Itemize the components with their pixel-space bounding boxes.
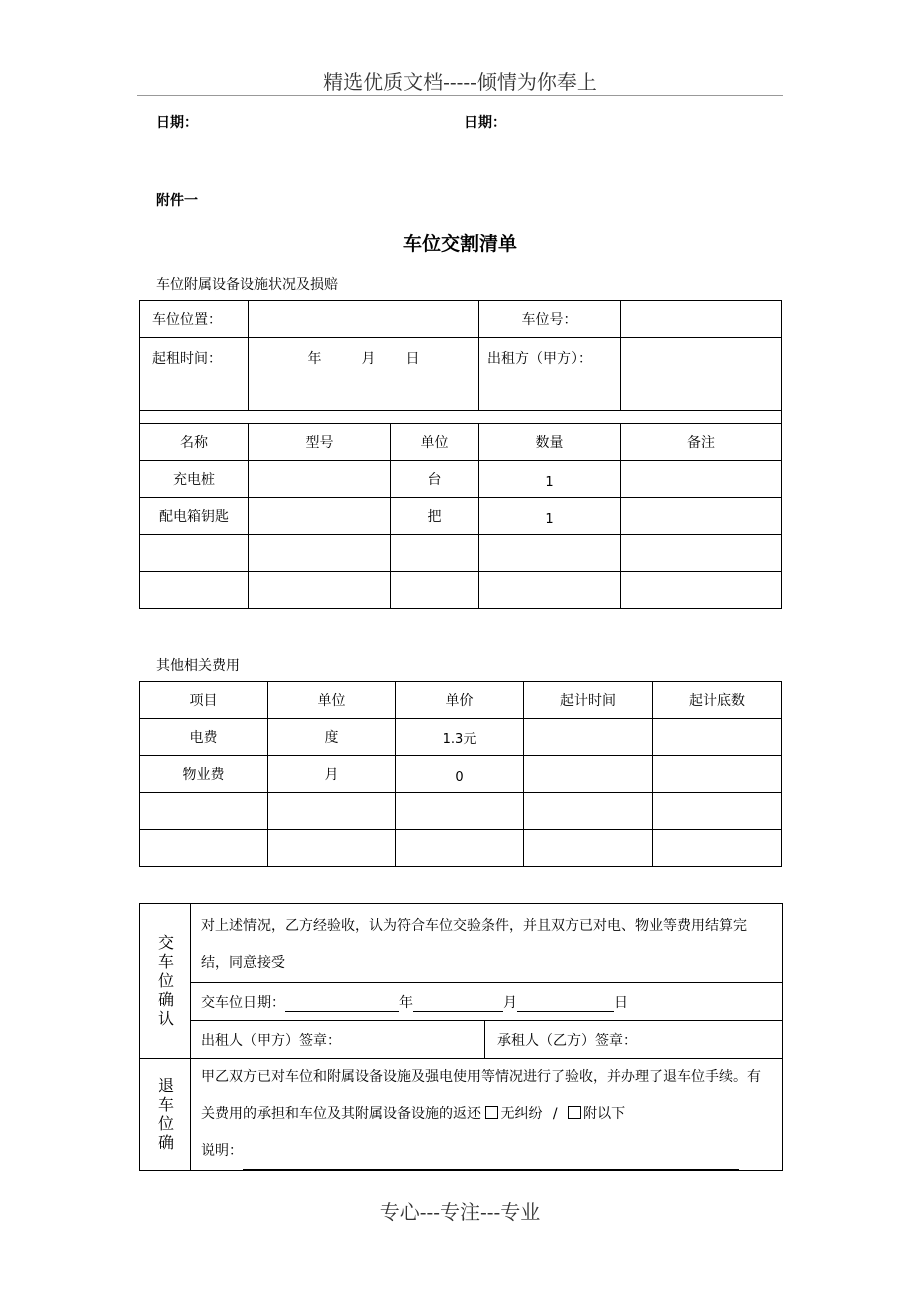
fee-item: 电费: [140, 719, 268, 756]
handover-year: 年: [399, 994, 413, 1011]
cell-model: [249, 498, 391, 535]
handover-side-label: 交车位确认: [155, 933, 175, 1029]
fee-price: [396, 793, 524, 830]
equipment-caption: 车位附属设备设施状况及损赔: [156, 277, 338, 293]
option-no-dispute: 无纠纷: [500, 1106, 543, 1122]
lessor-signature: 出租人（甲方）签章：: [191, 1021, 485, 1059]
fee-header-start-reading: 起计底数: [653, 682, 782, 719]
header-divider: [137, 95, 783, 96]
location-label: 车位位置：: [140, 301, 249, 338]
table-row: [140, 461, 782, 498]
cell-name: 配电箱钥匙: [140, 498, 249, 535]
cell-quantity: [479, 572, 621, 609]
handover-text: 对上述情况，乙方经验收，认为符合车位交验条件，并且双方已对电、物业等费用结算完结，同意接受: [191, 904, 783, 983]
table-row: [140, 719, 782, 756]
fee-start-time: [524, 756, 653, 793]
date-label-left: 日期：: [156, 115, 198, 131]
fee-unit: [268, 793, 396, 830]
handover-date-row: [191, 983, 783, 1021]
lessee-signature: 承租人（乙方）签章：: [485, 1021, 783, 1059]
return-text: 甲乙双方已对车位和附属设备设施及强电使用等情况进行了验收，并办理了退车位手续。有关费用的承担和车位及其附属设备设施的返还: [201, 1069, 761, 1122]
header-model: 型号: [249, 424, 391, 461]
fee-unit: 度: [268, 719, 396, 756]
note-label: 说明：: [201, 1143, 243, 1159]
lessor-value: [621, 338, 782, 411]
table-row: [140, 793, 782, 830]
fee-price: [396, 756, 524, 793]
fee-start-time: [524, 719, 653, 756]
fee-item: [140, 793, 268, 830]
handover-date-label: 交车位日期：: [201, 994, 285, 1011]
cell-model: [249, 535, 391, 572]
start-day: 日: [405, 351, 420, 367]
fee-item: 物业费: [140, 756, 268, 793]
cell-model: [249, 461, 391, 498]
fee-header-item: 项目: [140, 682, 268, 719]
table-row: [140, 572, 782, 609]
fee-price: [396, 719, 524, 756]
cell-remarks: [621, 498, 782, 535]
table-row: [140, 535, 782, 572]
cell-name: [140, 535, 249, 572]
option-separator: /: [552, 1106, 558, 1122]
fees-table: [139, 681, 782, 867]
fee-unit: 月: [268, 756, 396, 793]
quantity-value: 1: [545, 512, 554, 527]
spacer-row: [140, 411, 782, 424]
handover-side-cell: [140, 904, 191, 1059]
start-time-label: 起租时间：: [140, 338, 249, 411]
date-label-right: 日期：: [464, 115, 506, 131]
return-side-label: 退车位确: [155, 1076, 175, 1153]
option-attached: 附以下: [583, 1106, 626, 1122]
cell-remarks: [621, 535, 782, 572]
note-blank: [243, 1155, 739, 1170]
spot-number-value: [621, 301, 782, 338]
handover-day: 日: [614, 994, 628, 1011]
spot-number-label: 车位号：: [479, 301, 621, 338]
fee-header-price: 单价: [396, 682, 524, 719]
confirmation-table: [139, 903, 783, 1171]
attachment-label: 附件一: [156, 193, 198, 209]
price-value: 1.3元: [442, 731, 477, 747]
fee-start-time: [524, 830, 653, 867]
fee-item: [140, 830, 268, 867]
header-name: 名称: [140, 424, 249, 461]
cell-remarks: [621, 461, 782, 498]
start-year: 年: [307, 351, 322, 367]
document-title: 车位交割清单: [402, 233, 517, 255]
handover-year-blank: [285, 997, 399, 1012]
handover-month: 月: [503, 994, 517, 1011]
fee-start-reading: [653, 719, 782, 756]
header-quantity: 数量: [479, 424, 621, 461]
equipment-table: [139, 300, 782, 609]
start-month: 月: [361, 351, 376, 367]
table-row: [140, 498, 782, 535]
table-row: [140, 756, 782, 793]
table-row: [140, 830, 782, 867]
location-value: [249, 301, 479, 338]
fee-start-reading: [653, 793, 782, 830]
cell-quantity: [479, 461, 621, 498]
handover-month-blank: [413, 997, 503, 1012]
start-time-value: [249, 338, 479, 411]
cell-name: [140, 572, 249, 609]
return-side-cell: [140, 1059, 191, 1171]
header-remarks: 备注: [621, 424, 782, 461]
lessor-label: 出租方（甲方）：: [479, 338, 621, 411]
cell-unit: 台: [391, 461, 479, 498]
cell-unit: [391, 535, 479, 572]
fee-start-reading: [653, 756, 782, 793]
cell-unit: [391, 572, 479, 609]
handover-day-blank: [517, 997, 614, 1012]
fees-caption: 其他相关费用: [156, 658, 240, 674]
quantity-value: 1: [545, 475, 554, 490]
fee-start-time: [524, 793, 653, 830]
fee-price: [396, 830, 524, 867]
cell-quantity: [479, 498, 621, 535]
page-header: 精选优质文档-----倾情为你奉上: [323, 70, 597, 94]
cell-unit: 把: [391, 498, 479, 535]
header-unit: 单位: [391, 424, 479, 461]
cell-model: [249, 572, 391, 609]
fee-header-start-time: 起计时间: [524, 682, 653, 719]
cell-remarks: [621, 572, 782, 609]
fee-header-unit: 单位: [268, 682, 396, 719]
page-footer: 专心---专注---专业: [379, 1200, 541, 1224]
cell-quantity: [479, 535, 621, 572]
cell-name: 充电桩: [140, 461, 249, 498]
return-text-cell: [191, 1059, 783, 1171]
checkbox-no-dispute[interactable]: [485, 1106, 498, 1119]
checkbox-attached[interactable]: [568, 1106, 581, 1119]
price-value: 0: [455, 770, 464, 785]
fee-start-reading: [653, 830, 782, 867]
fee-unit: [268, 830, 396, 867]
